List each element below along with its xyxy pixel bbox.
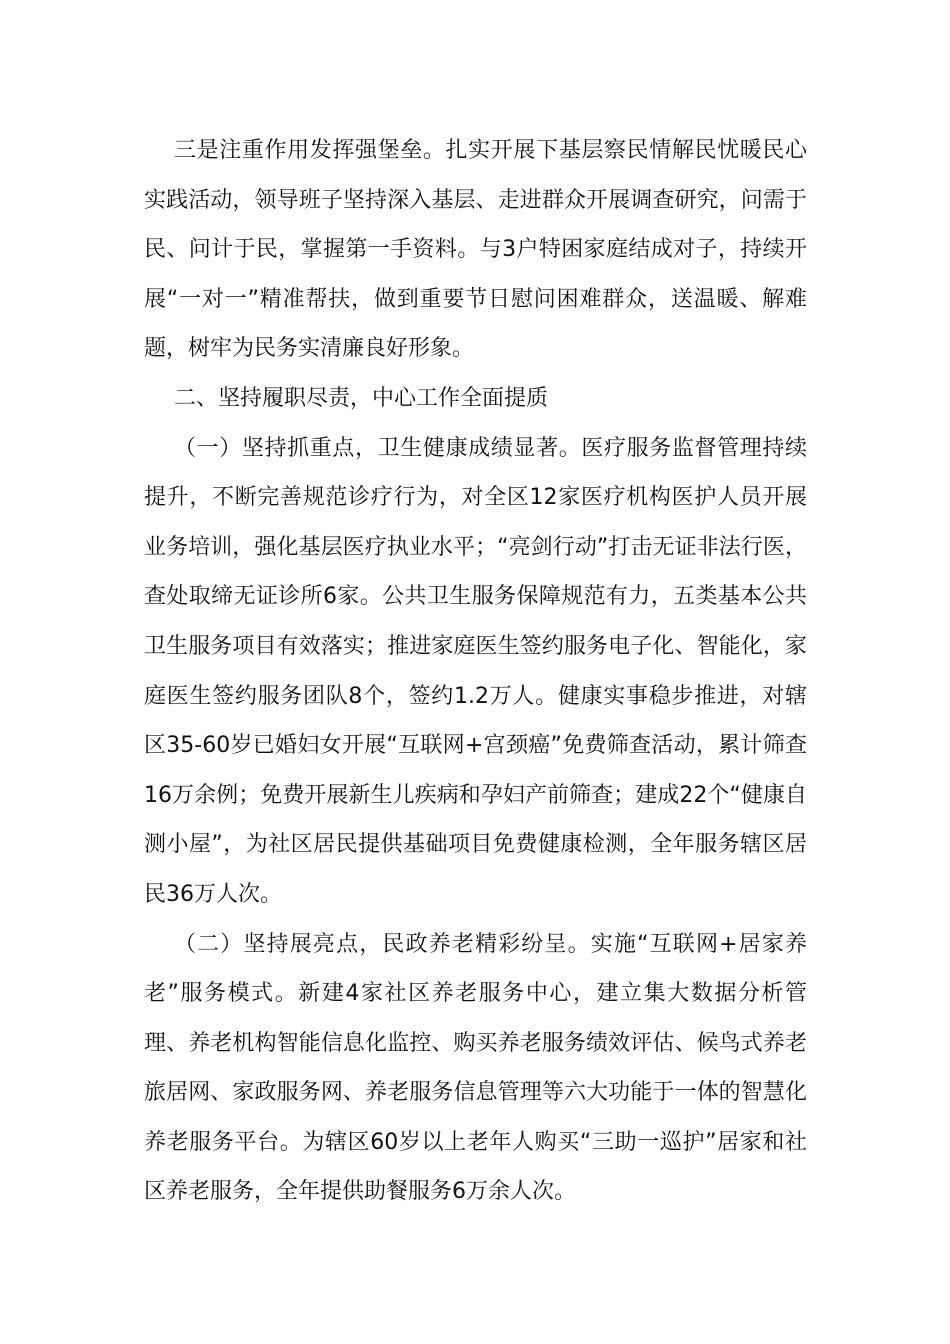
paragraph-health-work: （一）坚持抓重点，卫生健康成绩显著。医疗服务监督管理持续提升，不断完善规范诊疗行为，对全区12家医疗机构医护人员开展业务培训，强化基层医疗执业水平；“亮剑行动”打击无证非法行医，查处取缔无证诊所6家。公共卫生服务保障规范有力，五类基本公共卫生服务项目有效落实；推进家庭医生签约服务电子化、智能化，家庭医生签约服务团队8个，签约1.2万人。健康实事稳步推进，对辖区35-60岁已婚妇女开展“互联网+宫颈癌”免费筛查活动，累计筛查16万余例；免费开展新生儿疾病和孕妇产前筛查；建成22个“健康自测小屋”，为社区居民提供基础项目免费健康检测，全年服务辖区居民36万人次。 (144, 435, 807, 907)
section-heading-duty-performance: 二、坚持履职尽责，中心工作全面提质 (174, 385, 549, 411)
paragraph-elderly-care: （二）坚持展亮点，民政养老精彩纷呈。实施“互联网+居家养老”服务模式。新建4家社区养老服务中心，建立集大数据分析管理、养老机构智能信息化监控、购买养老服务绩效评估、候鸟式养老旅居网、家政服务网、养老服务信息管理等六大功能于一体的智慧化养老服务平台。为辖区60岁以上老年人购买“三助一巡护”居家和社区养老服务，全年提供助餐服务6万余人次。 (144, 931, 807, 1205)
document-body (144, 126, 807, 1217)
paragraph-role-of-party: 三是注重作用发挥强堡垒。扎实开展下基层察民情解民忧暖民心实践活动，领导班子坚持深入基层、走进群众开展调查研究，问需于民、问计于民，掌握第一手资料。与3户特困家庭结成对子，持续开展“一对一”精准帮扶，做到重要节日慰问困难群众，送温暖、解难题，树牢为民务实清廉良好形象。 (144, 138, 807, 362)
